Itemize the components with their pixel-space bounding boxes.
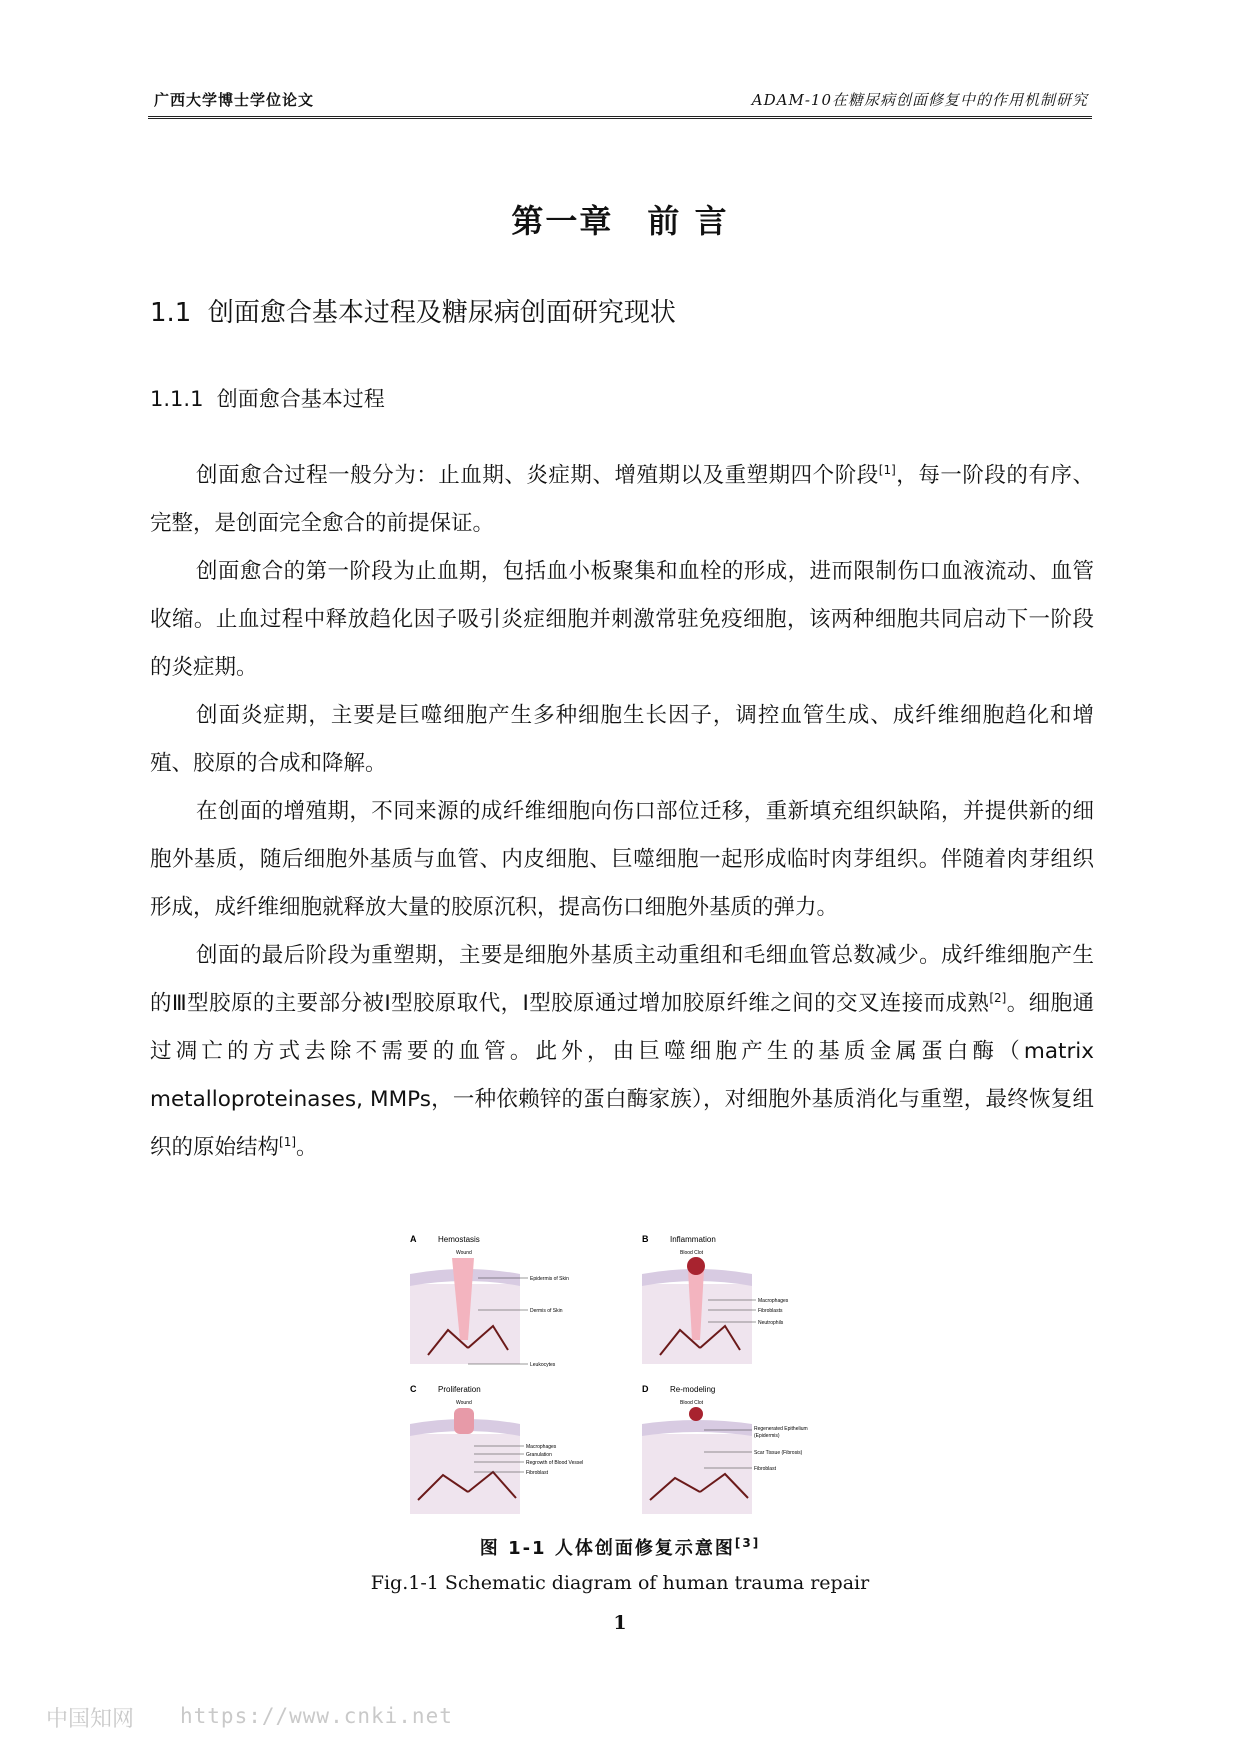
panel-d <box>642 1384 808 1514</box>
panel-a <box>410 1234 569 1368</box>
figure-caption-cn <box>0 1534 1240 1560</box>
panel-c-label-1: Macrophages <box>526 1444 557 1450</box>
panel-c-wound <box>454 1408 474 1434</box>
paragraph-3: 创面炎症期，主要是巨噬细胞产生多种细胞生长因子，调控血管生成、成纤维细胞趋化和增殖、胶原的合成和降解。 <box>150 703 1094 776</box>
header-thesis-title: ADAM-10在糖尿病创面修复中的作用机制研究 <box>751 91 1088 109</box>
wound-healing-figure <box>408 1230 864 1524</box>
panel-b-label-3: Neutrophils <box>758 1320 784 1326</box>
figure-caption-en: Fig.1-1 Schematic diagram of human trauma repair <box>370 1572 870 1594</box>
panel-c-label-3: Regrowth of Blood Vessel <box>526 1460 584 1466</box>
panel-d-blood-clot <box>689 1407 703 1421</box>
panel-c-label-4: Fibroblast <box>526 1470 548 1476</box>
subsection-title: 创面愈合基本过程 <box>216 387 385 411</box>
panel-a-label-2: Dermis of Skin <box>530 1308 563 1314</box>
section-number: 1.1 <box>150 298 192 328</box>
panel-a-wound-label: Wound <box>456 1250 472 1256</box>
panel-d-label-2: (Epidermis) <box>754 1433 780 1439</box>
panel-a-title: Hemostasis <box>438 1235 480 1244</box>
paragraph-4: 在创面的增殖期，不同来源的成纤维细胞向伤口部位迁移，重新填充组织缺陷，并提供新的细胞外基质，随后细胞外基质与血管、内皮细胞、巨噬细胞一起形成临时肉芽组织。伴随着肉芽组织形成，成纤维细胞就释放大量的胶原沉积，提高伤口细胞外基质的弹力。 <box>150 799 1094 920</box>
panel-a-label-1: Epidermis of Skin <box>530 1276 569 1282</box>
paragraph-1-tail: ，每一阶段的有序、完整，是创面完全愈合的前提保证。 <box>150 463 1094 536</box>
cnki-watermark-url[interactable]: https://www.cnki.net <box>180 1704 453 1728</box>
panel-d-label-3: Scar Tissue (Fibrosis) <box>754 1450 803 1456</box>
cnki-watermark-logo: 中国知网 <box>46 1707 135 1732</box>
panel-d-label-4: Fibroblast <box>754 1466 776 1472</box>
panel-b <box>642 1234 789 1364</box>
paragraph-1 <box>150 452 1094 548</box>
citation[interactable]: [3] <box>734 1536 761 1550</box>
panel-b-clot-label: Blood Clot <box>680 1250 704 1256</box>
subsection-number: 1.1.1 <box>150 387 204 411</box>
panel-d-letter: D <box>642 1384 649 1394</box>
panel-d-title: Re-modeling <box>670 1385 716 1394</box>
panel-d-label-1: Regenerated Epithelium <box>754 1426 808 1432</box>
panel-b-blood-clot <box>687 1257 705 1275</box>
panel-b-label-1: Macrophages <box>758 1298 789 1304</box>
paragraph-5-text-a: 创面的最后阶段为重塑期，主要是细胞外基质主动重组和毛细血管总数减少。成纤维细胞产生的Ⅲ型胶原的主要部分被Ⅰ型胶原取代，Ⅰ型胶原通过增加胶原纤维之间的交叉连接而成熟 <box>150 943 1094 1016</box>
figure-caption-cn-text: 图 1-1 人体创面修复示意图 <box>479 1538 735 1559</box>
paragraph-1-text: 创面愈合过程一般分为：止血期、炎症期、增殖期以及重塑期四个阶段 <box>196 463 879 488</box>
paragraph-5 <box>150 932 1094 1172</box>
chapter-title: 第一章 前 言 <box>511 202 729 240</box>
paragraph-5-text-b: 。细胞通过凋亡的方式去除不需要的血管。此外，由巨噬细胞产生的基质金属蛋白酶（matrix metalloproteinases, MMPs，一种依赖锌的蛋白酶家族），对细胞外基质消化与重塑，最终恢复组织的原始结构 <box>150 991 1094 1160</box>
panel-d-dermis <box>642 1434 752 1514</box>
panel-b-title: Inflammation <box>670 1235 716 1244</box>
section-heading <box>150 292 676 329</box>
panel-c-label-2: Granulation <box>526 1452 552 1458</box>
header-university: 广西大学博士学位论文 <box>154 91 315 109</box>
panel-c <box>410 1384 583 1514</box>
citation[interactable]: [2] <box>989 990 1007 1005</box>
page-number: 1 <box>613 1612 627 1634</box>
paragraph-2: 创面愈合的第一阶段为止血期，包括血小板聚集和血栓的形成，进而限制伤口血液流动、血管收缩。止血过程中释放趋化因子吸引炎症细胞并刺激常驻免疫细胞，该两种细胞共同启动下一阶段的炎症期。 <box>150 559 1094 680</box>
panel-d-epidermis <box>642 1420 752 1436</box>
citation[interactable]: [1] <box>878 462 896 477</box>
panel-c-letter: C <box>410 1384 417 1394</box>
panel-a-label-3: Leukocytes <box>530 1362 556 1368</box>
subsection-heading <box>150 383 385 413</box>
paragraph-5-text-c: 。 <box>296 1135 318 1160</box>
panel-b-label-2: Fibroblasts <box>758 1308 783 1314</box>
citation[interactable]: [1] <box>279 1134 297 1149</box>
panel-a-letter: A <box>410 1234 417 1244</box>
panel-c-title: Proliferation <box>438 1385 481 1394</box>
panel-b-letter: B <box>642 1234 649 1244</box>
panel-c-wound-label: Wound <box>456 1400 472 1406</box>
section-title: 创面愈合基本过程及糖尿病创面研究现状 <box>207 298 676 328</box>
body-text <box>150 452 1094 1172</box>
panel-d-clot-label: Blood Clot <box>680 1400 704 1406</box>
page-header <box>148 86 1092 119</box>
